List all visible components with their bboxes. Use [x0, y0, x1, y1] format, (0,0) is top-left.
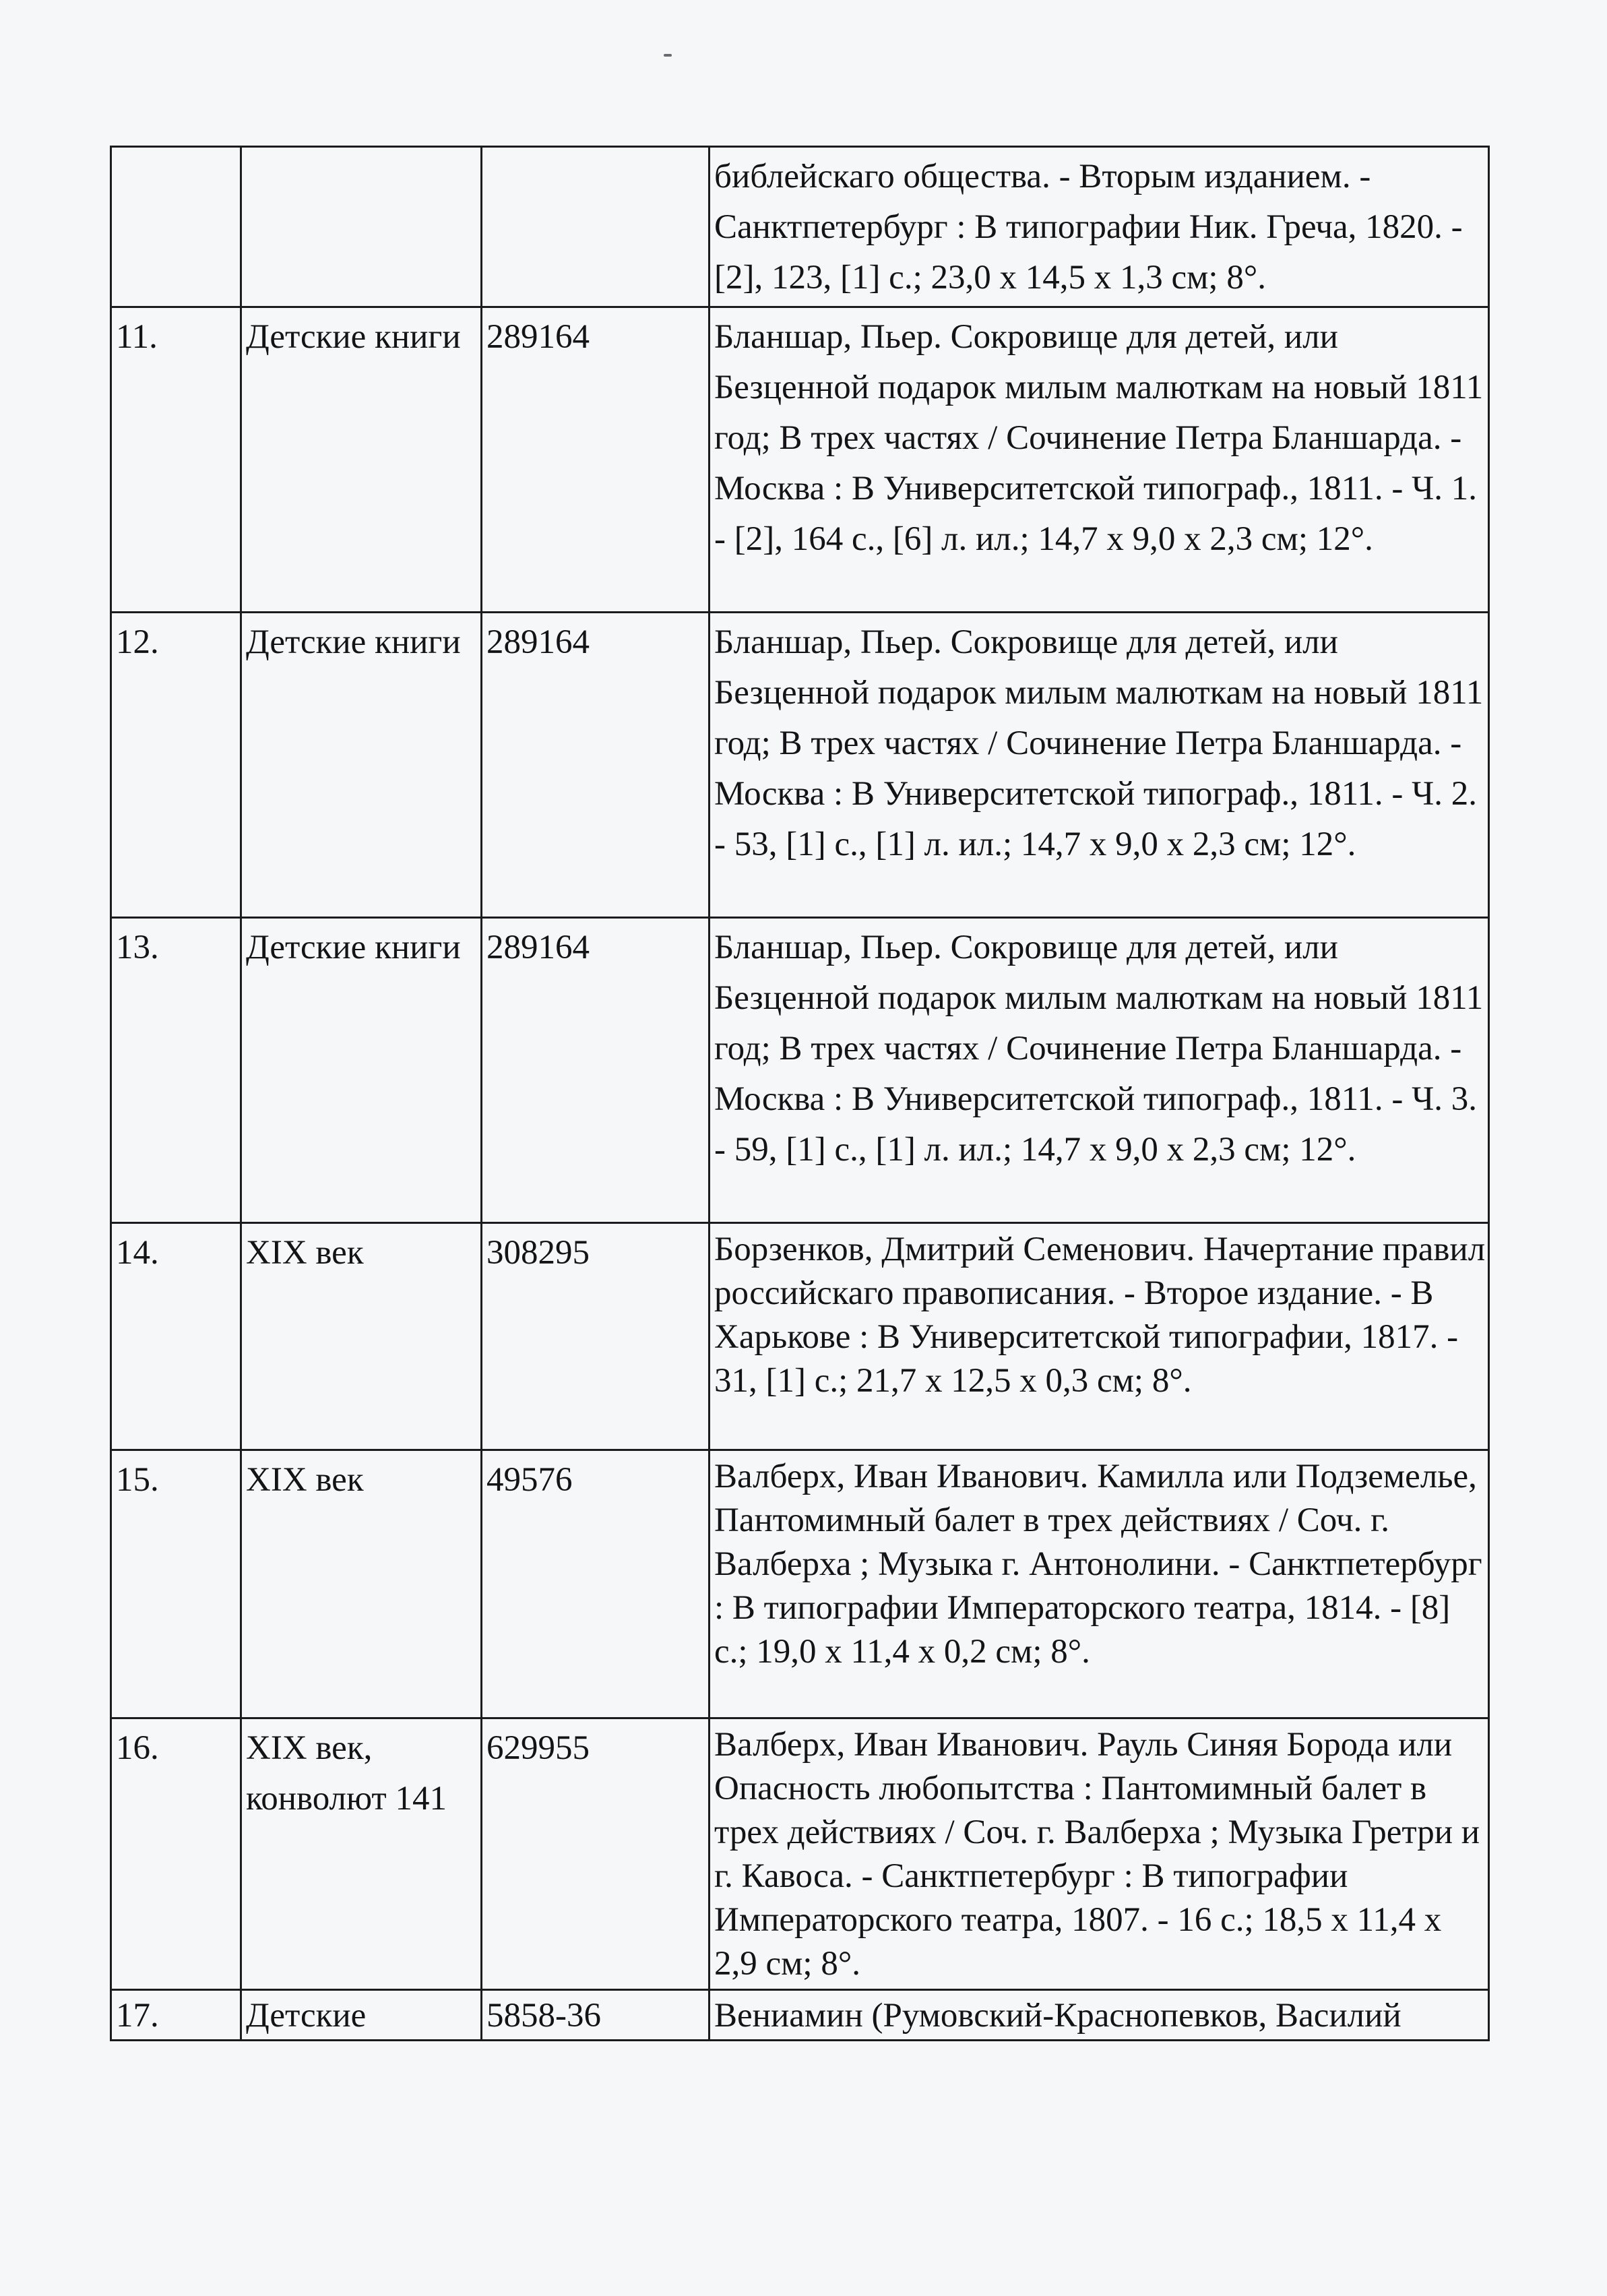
row-description: Борзенков, Дмитрий Семенович. Начертание правил российскаго правописания. - Второе издание. - В Харькове : В Университетской типографии, 1817. - 31, [1] с.; 21,7 х 12,5 х 0,3 см; 8°. [710, 1223, 1489, 1450]
table-row [111, 1718, 1489, 1990]
row-category: XIX век [241, 1450, 482, 1718]
row-code: 49576 [482, 1450, 710, 1718]
table-row [111, 147, 1489, 307]
row-number: 11. [111, 307, 241, 613]
row-category: XIX век, конволют 141 [241, 1718, 482, 1990]
row-number: 12. [111, 613, 241, 918]
row-description: Бланшар, Пьер. Сокровище для детей, или Безценной подарок милым малюткам на новый 1811 год; В трех частях / Сочинение Петра Бланшарда. - Москва : В Университетской типограф., 1811. - Ч. 1. - [2], 164 с., [6] л. ил.; 14,7 х 9,0 х 2,3 см; 12°. [710, 307, 1489, 613]
row-description: Валберх, Иван Иванович. Рауль Синяя Борода или Опасность любопытства : Пантомимный балет в трех действиях / Соч. г. Валберха ; Музыка Гретри и г. Кавоса. - Санктпетербург : В типографии Императорского театра, 1807. - 16 с.; 18,5 х 11,4 х 2,9 см; 8°. [710, 1718, 1489, 1990]
scan-speck [664, 54, 672, 57]
row-number [111, 147, 241, 307]
row-code: 289164 [482, 307, 710, 613]
row-code: 629955 [482, 1718, 710, 1990]
row-description: Вениамин (Румовский-Краснопевков, Василий [710, 1990, 1489, 2041]
row-number: 16. [111, 1718, 241, 1990]
row-code: 289164 [482, 918, 710, 1223]
row-code [482, 147, 710, 307]
table-row [111, 1450, 1489, 1718]
row-category: Детские [241, 1990, 482, 2041]
row-category: Детские книги [241, 307, 482, 613]
row-category: XIX век [241, 1223, 482, 1450]
table-row [111, 918, 1489, 1223]
row-description: Валберх, Иван Иванович. Камилла или Подземелье, Пантомимный балет в трех действиях / Соч. г. Валберха ; Музыка г. Антонолини. - Санктпетербург : В типографии Императорского театра, 1814. - [8] с.; 19,0 х 11,4 х 0,2 см; 8°. [710, 1450, 1489, 1718]
row-description: библейскаго общества. - Вторым изданием. - Санктпетербург : В типографии Ник. Греча, 1820. - [2], 123, [1] с.; 23,0 х 14,5 х 1,3 см; 8°. [710, 147, 1489, 307]
row-description: Бланшар, Пьер. Сокровище для детей, или Безценной подарок милым малюткам на новый 1811 год; В трех частях / Сочинение Петра Бланшарда. - Москва : В Университетской типограф., 1811. - Ч. 2. - 53, [1] с., [1] л. ил.; 14,7 х 9,0 х 2,3 см; 12°. [710, 613, 1489, 918]
table-row [111, 1223, 1489, 1450]
row-code: 5858-36 [482, 1990, 710, 2041]
row-number: 15. [111, 1450, 241, 1718]
row-number: 14. [111, 1223, 241, 1450]
table-row [111, 1990, 1489, 2041]
row-category: Детские книги [241, 918, 482, 1223]
row-category [241, 147, 482, 307]
catalog-table [110, 146, 1490, 2041]
row-code: 308295 [482, 1223, 710, 1450]
table-row [111, 307, 1489, 613]
row-description: Бланшар, Пьер. Сокровище для детей, или Безценной подарок милым малюткам на новый 1811 год; В трех частях / Сочинение Петра Бланшарда. - Москва : В Университетской типограф., 1811. - Ч. 3. - 59, [1] с., [1] л. ил.; 14,7 х 9,0 х 2,3 см; 12°. [710, 918, 1489, 1223]
row-code: 289164 [482, 613, 710, 918]
row-number: 13. [111, 918, 241, 1223]
table-row [111, 613, 1489, 918]
row-number: 17. [111, 1990, 241, 2041]
row-category: Детские книги [241, 613, 482, 918]
